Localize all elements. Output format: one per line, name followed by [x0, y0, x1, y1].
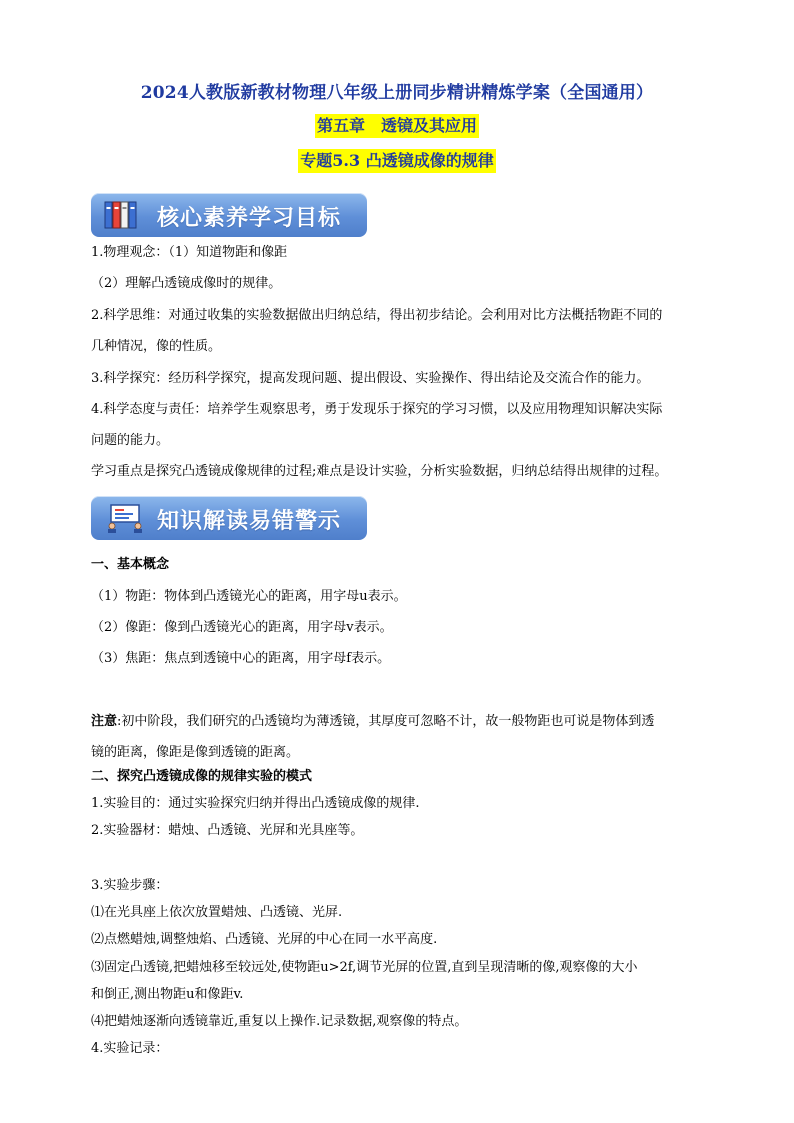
heading-experiment: 二、探究凸透镜成像的规律实验的模式 [91, 769, 313, 784]
banner-knowledge-text: 知识解读易错警示 [157, 509, 342, 534]
banner-goals-text: 核心素养学习目标 [157, 206, 342, 231]
goal-line: 3.科学探究：经历科学探究，提高发现问题、提出假设、实验操作、得出结论及交流合作的能力。 [91, 371, 650, 386]
step-line: ⑷把蜡烛逐渐向透镜靠近,重复以上操作.记录数据,观察像的特点。 [91, 1014, 468, 1029]
section-banner-knowledge [91, 496, 367, 540]
goal-line: 2.科学思维：对通过收集的实验数据做出归纳总结，得出初步结论。会利用对比方法概括物距不同的 [91, 308, 663, 323]
goal-line: 问题的能力。 [91, 433, 170, 448]
heading-basic-concepts: 一、基本概念 [91, 557, 170, 572]
step-line: ⑶固定凸透镜,把蜡烛移至较远处,使物距u>2f,调节光屏的位置,直到呈现清晰的像,观察像的大小 [91, 960, 638, 975]
presentation-icon [103, 502, 147, 534]
note-text: :初中阶段，我们研究的凸透镜均为薄透镜，其厚度可忽略不计，故一般物距也可说是物体到透 [117, 714, 655, 729]
step-line: ⑵点燃蜡烛,调整烛焰、凸透镜、光屏的中心在同一水平高度. [91, 932, 438, 947]
topic-title-wrap [0, 149, 794, 173]
step-line: 和倒正,测出物距u和像距v. [91, 987, 244, 1002]
chapter-title: 第五章 透镜及其应用 [315, 114, 479, 138]
main-title: 2024人教版新教材物理八年级上册同步精讲精炼学案（全国通用） [140, 83, 654, 103]
concept-line: （3）焦距：焦点到透镜中心的距离，用字母f表示。 [91, 651, 391, 666]
books-icon [103, 199, 147, 231]
goal-line: 4.科学态度与责任：培养学生观察思考，勇于发现乐于探究的学习习惯，以及应用物理知识解决实际 [91, 402, 663, 417]
goal-line: 几种情况，像的性质。 [91, 339, 222, 354]
record-title: 4.实验记录： [91, 1041, 169, 1056]
experiment-equipment: 2.实验器材：蜡烛、凸透镜、光屏和光具座等。 [91, 823, 364, 838]
goal-line: （2）理解凸透镜成像时的规律。 [91, 276, 282, 291]
steps-title: 3.实验步骤： [91, 878, 169, 893]
experiment-purpose: 1.实验目的：通过实验探究归纳并得出凸透镜成像的规律. [91, 796, 420, 811]
concept-line: （1）物距：物体到凸透镜光心的距离，用字母u表示。 [91, 589, 407, 604]
topic-title: 专题5.3 凸透镜成像的规律 [298, 149, 495, 173]
goal-line: 1.物理观念：（1）知道物距和像距 [91, 245, 288, 260]
note-line-2: 镜的距离，像距是像到透镜的距离。 [91, 745, 300, 760]
chapter-title-wrap [0, 114, 794, 138]
note-label: 注意 [91, 714, 118, 729]
goal-line: 学习重点是探究凸透镜成像规律的过程;难点是设计实验，分析实验数据，归纳总结得出规律的过程。 [91, 464, 668, 479]
step-line: ⑴在光具座上依次放置蜡烛、凸透镜、光屏. [91, 905, 343, 920]
note-line [91, 713, 711, 731]
section-banner-goals [91, 193, 367, 237]
concept-line: （2）像距：像到凸透镜光心的距离，用字母v表示。 [91, 620, 393, 635]
